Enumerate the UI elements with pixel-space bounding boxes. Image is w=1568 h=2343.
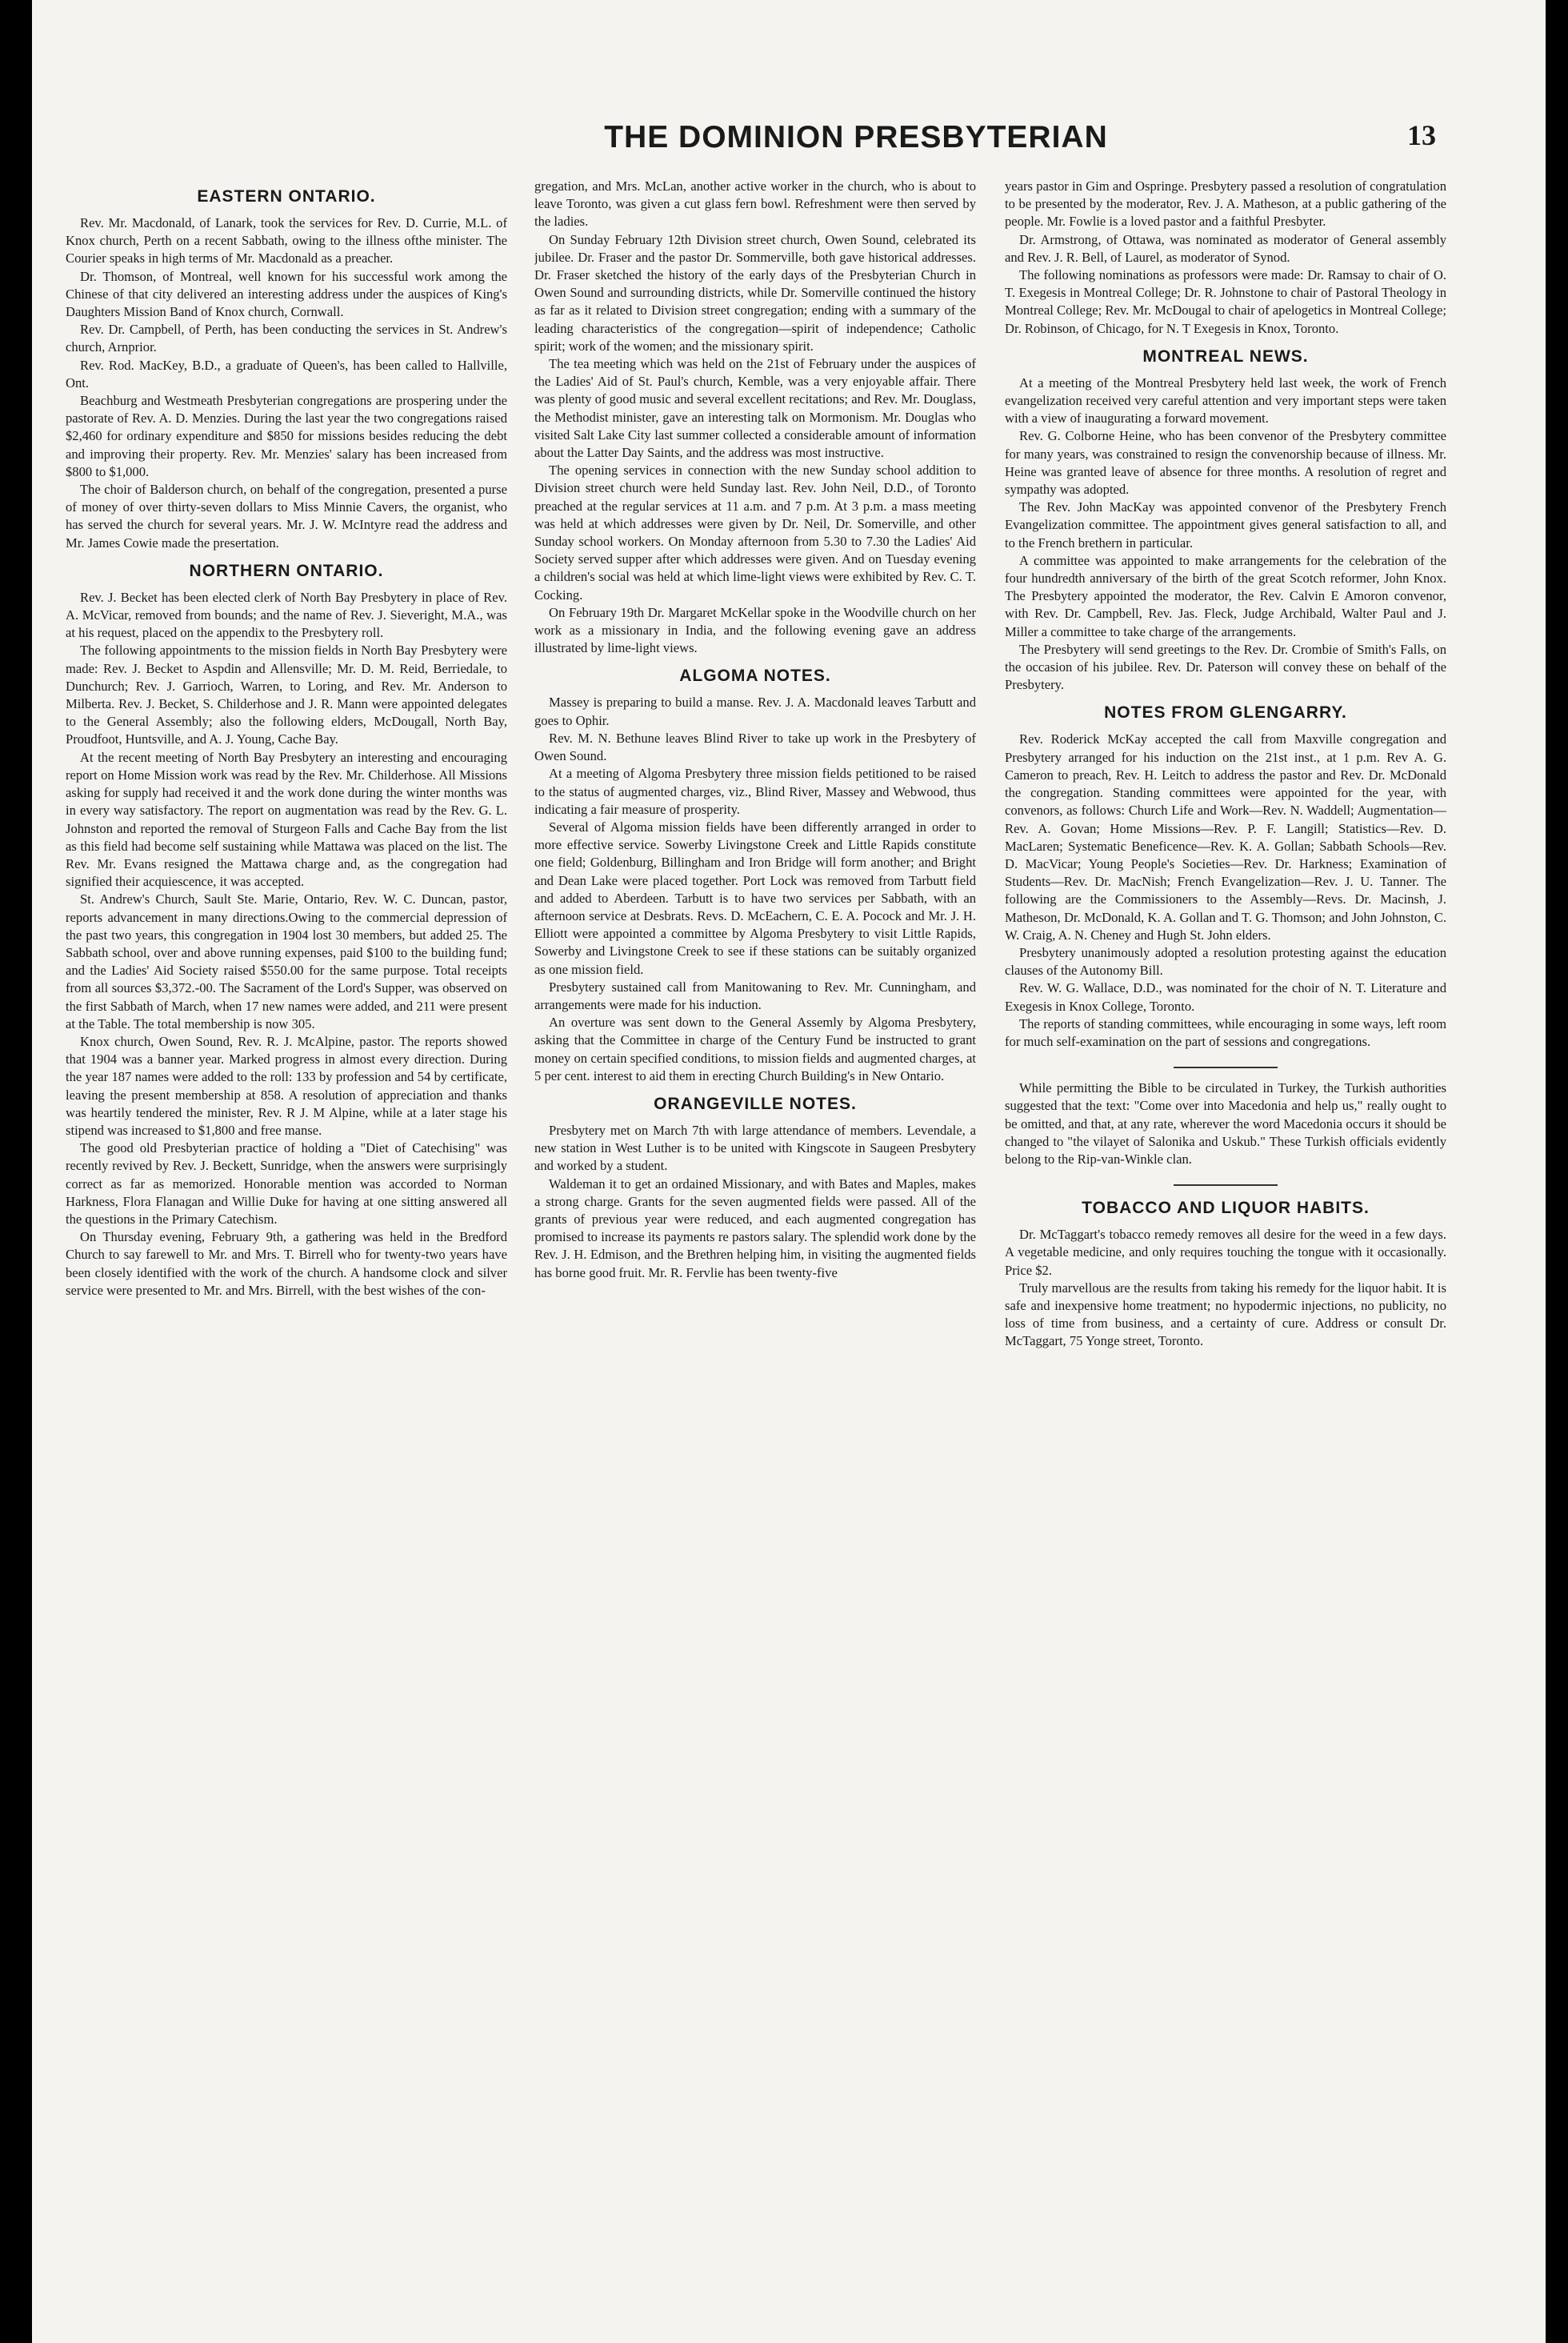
- article-paragraph: Truly marvellous are the results from taking his remedy for the liquor habit. It is safe and inexpensive home treatment; no hypodermic injections, no publicity, no loss of time from business, and a certainty of cure. Address or consult Dr. McTaggart, 75 Yonge street, Toronto.: [1005, 1280, 1446, 1349]
- section-algoma-notes: [534, 665, 976, 1084]
- masthead-title: THE DOMINION PRESBYTERIAN: [604, 120, 1108, 154]
- section-northern-ontario: [66, 560, 507, 1300]
- article-paragraph: The following nominations as professors were made: Dr. Ramsay to chair of O. T. Exegesis in Montreal College; Dr. R. Johnstone to chair of Pastoral Theology in Montreal College; Rev. Mr. McDougal to chair of apelogetics in Montreal College; Dr. Robinson, of Chicago, for N. T Exegesis in Knox, Toronto.: [1005, 267, 1446, 336]
- section-heading: NORTHERN ONTARIO.: [189, 561, 384, 580]
- article-paragraph: Knox church, Owen Sound, Rev. R. J. McAlpine, pastor. The reports showed that 1904 was a banner year. Marked progress in almost every direction. During the year 187 names were added to the roll: 133 by profession and 54 by certificate, leaving the present membership at 858. A resolution of appreciation and thanks was heartily tendered the minister, Rev. R J. M Alpine, while at a later stage his stipend was increased to $1,800 and free manse.: [66, 1033, 507, 1138]
- article-paragraph: Rev. J. Becket has been elected clerk of North Bay Presbytery in place of Rev. A. McVicar, removed from bounds; and the name of Rev. J. Sieveright, M.A., was at his request, placed on the appendix to the Presbytery roll.: [66, 589, 507, 641]
- section-divider: [1174, 1184, 1278, 1186]
- article-paragraph: Rev. G. Colborne Heine, who has been convenor of the Presbytery committee for many years, was constrained to resign the convenorship because of illness. Mr. Heine was granted leave of absence for three months. A resolution of regret and sympathy was adopted.: [1005, 428, 1446, 498]
- section-heading: MONTREAL NEWS.: [1142, 346, 1309, 366]
- article-paragraph: On Sunday February 12th Division street church, Owen Sound, celebrated its jubilee. Dr. Fraser and the pastor Dr. Sommerville, both gave historical addresses. Dr. Fraser sketched the history of the early days of the Presbyterian Church in Owen Sound and surrounding districts, while Dr. Somerville continued the history as far as it related to Division street congregation; ending with a summary of the leading characteristics of the congregation—spirit of independence; Catholic spirit; work of the women; and the missionary spirit.: [534, 231, 976, 354]
- page-number: 13: [1407, 119, 1436, 151]
- article-paragraph: The Rev. John MacKay was appointed convenor of the Presbytery French Evangelization committee. The appointment gives general satisfaction to all, and to the French brethern in particular.: [1005, 499, 1446, 551]
- article-paragraph: The following appointments to the mission fields in North Bay Presbytery were made: Rev. J. Becket to Aspdin and Allensville; Mr. D. M. Reid, Berriedale, to Dunchurch; Rev. J. Garrioch, Warren, to Loring, and Rev. Mr. Anderson to Milberta. Rev. J. Becket, S. Childerhose and J. R. Mann were appointed delegates to the General Assembly; also the following elders, McDougall, North Bay, Proudfoot, Huntsville, and A. J. Young, Cache Bay.: [66, 643, 507, 747]
- section-notes-from-glengarry: [1005, 702, 1446, 1051]
- article-paragraph: Waldeman it to get an ordained Missionary, and with Bates and Maples, makes a strong charge. Grants for the seven augmented fields were passed. All of the grants of previous year were reduced, and each augmented congregation has promised to increase its payments re pastors salary. The splendid work done by the Rev. J. H. Edmison, and the Brethren helping him, in visiting the augmented fields has borne good fruit. Mr. R. Fervlie has been twenty-five: [534, 1176, 976, 1280]
- article-paragraph: Presbytery unanimously adopted a resolution protesting against the education clauses of the Autonomy Bill.: [1005, 944, 1446, 979]
- column-3: [1005, 178, 1446, 2290]
- article-paragraph: The choir of Balderson church, on behalf of the congregation, presented a purse of money of over thirty-seven dollars to Miss Minnie Cavers, the organist, who has served the church for several years. Mr. J. W. McIntyre read the address and Mr. James Cowie made the presertation.: [66, 482, 507, 551]
- article-paragraph: St. Andrew's Church, Sault Ste. Marie, Ontario, Rev. W. C. Duncan, pastor, reports advancement in many directions.Owing to the commercial depression of the past two years, this congregation in 1904 lost 30 members, but added 25. The Sabbath school, over and above running expenses, paid $100 to the building fund; and the Ladies' Aid Society raised $550.00 for the same purpose. Total receipts from all sources $3,372.-00. The Sacrament of the Lord's Supper, was observed on the first Sabbath of March, when 17 new names were added, and 211 were present at the Table. The total membership is now 305.: [66, 891, 507, 1031]
- article-paragraph: years pastor in Gim and Ospringe. Presbytery passed a resolution of congratulation to be presented by the moderator, Rev. J. A. Matheson, at a public gathering of the people. Mr. Fowlie is a loved pastor and a faithful Presbyter.: [1005, 178, 1446, 230]
- article-paragraph: Presbytery sustained call from Manitowaning to Rev. Mr. Cunningham, and arrangements were made for his induction.: [534, 979, 976, 1012]
- article-paragraph: Rev. Mr. Macdonald, of Lanark, took the services for Rev. D. Currie, M.L. of Knox church, Perth on a recent Sabbath, owing to the illness ofthe minister. The Courier speaks in high terms of Mr. Macdonald as a preacher.: [66, 215, 507, 266]
- article-paragraph: Dr. Thomson, of Montreal, well known for his successful work among the Chinese of that city delivered an interesting address under the auspices of King's Daughters Mission Band of Knox church, Cornwall.: [66, 268, 507, 320]
- article-paragraph: While permitting the Bible to be circulated in Turkey, the Turkish authorities suggested that the text: "Come over into Macedonia and help us," really ought to be omitted, and that, at any rate, wherever the word Macedonia occurs it should be changed to "the vilayet of Salonika and Uskub." These Turkish officials evidently belong to the Rip-van-Winkle clan.: [1005, 1080, 1446, 1167]
- article-paragraph: Rev. M. N. Bethune leaves Blind River to take up work in the Presbytery of Owen Sound.: [534, 730, 976, 764]
- article-paragraph: Beachburg and Westmeath Presbyterian congregations are prospering under the pastorate of Rev. A. D. Menzies. During the last year the two congregations raised $2,460 for ordinary expenditure and $850 for missions besides reducing the debt and improving their property. Rev. Mr. Menzies' salary has been increased from $800 to $1,000.: [66, 393, 507, 479]
- section-heading: EASTERN ONTARIO.: [197, 187, 376, 206]
- column-2: [534, 178, 976, 2290]
- article-paragraph: Dr. McTaggart's tobacco remedy removes all desire for the weed in a few days. A vegetable medicine, and only requires touching the tongue with it occasionally. Price $2.: [1005, 1227, 1446, 1278]
- section-heading: ALGOMA NOTES.: [679, 667, 831, 686]
- section-montreal-news: [1005, 346, 1446, 695]
- column-1: [66, 178, 507, 2290]
- section-continued: [1005, 178, 1446, 338]
- article-paragraph: The tea meeting which was held on the 21st of February under the auspices of the Ladies' Aid of St. Paul's church, Kemble, was a very enjoyable affair. There was plenty of good music and several excellent recitations; and Rev. Mr. Douglass, the Methodist minister, gave an interesting talk on Mormonism. Mr. Douglas who visited Salt Lake City last summer collected a considerable amount of information about the Latter Day Saints, and the address was most instructive.: [534, 356, 976, 461]
- article-paragraph: The good old Presbyterian practice of holding a "Diet of Catechising" was recently revived by Rev. J. Beckett, Sunridge, when the answers were surprisingly correct as far as memorized. Honorable mention was accorded to Norman Harkness, Flora Flanagan and Willie Duke for having at one sitting answered all the questions in the Primary Catechism.: [66, 1140, 507, 1227]
- article-paragraph: At a meeting of Algoma Presbytery three mission fields petitioned to be raised to the status of augmented charges, viz., Blind River, Massey and Webwood, thus indicating a fair measure of prosperity.: [534, 766, 976, 817]
- article-paragraph: Dr. Armstrong, of Ottawa, was nominated as moderator of General assembly and Rev. J. R. Bell, of Laurel, as moderator of Synod.: [1005, 231, 1446, 265]
- section-divider: [1174, 1067, 1278, 1068]
- article-paragraph: Presbytery met on March 7th with large attendance of members. Levendale, a new station in West Luther is to be united with Kingscote in Saugeen Presbytery and worked by a student.: [534, 1122, 976, 1174]
- section-orangeville-notes: [534, 1093, 976, 1282]
- article-paragraph: The opening services in connection with the new Sunday school addition to Division street church were held Sunday last. Rev. John Neil, D.D., of Toronto preached at the regular services at 11 a.m. and 7 p.m. At 3 p.m. a mass meeting was held at which addresses were given by Dr. Neil, Dr. Somerville, and other Sunday school workers. On Monday afternoon from 5.30 to 7.30 the Ladies' Aid Society served supper after which addresses were given. And on Tuesday evening a children's social was held at which lime-light views were exhibited by Rev. C. T. Cocking.: [534, 463, 976, 603]
- article-paragraph: gregation, and Mrs. McLan, another active worker in the church, who is about to leave Toronto, was given a cut glass fern bowl. Refreshment were then served by the ladies.: [534, 178, 976, 230]
- article-paragraph: A committee was appointed to make arrangements for the celebration of the four hundredth anniversary of the birth of the great Scotch reformer, John Knox. The Presbytery appointed the moderator, the Rev. Calvin E Amoron convenor, with Rev. Dr. Campbell, Rev. Jas. Fleck, Judge Archibald, Walter Paul and J. Miller a committee to take charge of the arrangements.: [1005, 552, 1446, 639]
- article-paragraph: Several of Algoma mission fields have been differently arranged in order to more effective service. Sowerby Livingstone Creek and Little Rapids constitute one field; Goldenburg, Billingham and Iron Bridge will form another; and Bright and Dean Lake were placed together. Port Lock was removed from Tarbutt field and added to Aberdeen. Tarbutt is to have two services per Sabbath, with an afternoon service at Desbrats. Revs. D. McEachern, C. E. A. Pocock and Mr. J. H. Elliott were appointed a committee by Algoma Presbytery to visit Little Rapids, Sowerby and Livingstone Creek to see if these stations can be suitably organized as one mission field.: [534, 819, 976, 977]
- section-heading: NOTES FROM GLENGARRY.: [1104, 703, 1347, 723]
- section-heading: TOBACCO AND LIQUOR HABITS.: [1082, 1199, 1370, 1218]
- article-paragraph: Rev. Roderick McKay accepted the call from Maxville congregation and Presbytery arranged for his induction on the 21st inst., at 1 p.m. Rev A. G. Cameron to preach, Rev. H. Leitch to address the pastor and Rev. Dr. McDonald the congregation. Standing committees were appointed for the year, with convenors, as follows: Church Life and Work—Rev. N. Waddell; Augmentation—Rev. A. Govan; Home Missions—Rev. P. F. Langill; Statistics—Rev. D. MacLaren; Systematic Beneficence—Rev. K. A. Gollan; Sabbath Schools—Rev. D. MacVicar; Young People's Societies—Rev. Dr. Harkness; Examination of Students—Rev. Dr. MacNish; French Evangelization—Rev. J. U. Tanner. The following are the Commissioners to the Assembly—Revs. Dr. Macinsh, J. Matheson, Dr. McDonald, K. A. Gollan and T. G. Thomson; and John Johnston, C. W. Craig, A. N. Cheney and Hugh St. John elders.: [1005, 731, 1446, 943]
- article-paragraph: At the recent meeting of North Bay Presbytery an interesting and encouraging report on Home Mission work was read by the Rev. Mr. Childerhose. All Missions asking for supply had received it and the work done during the winter months was in every way satisfactory. The report on augmentation was read by the Rev. G. L. Johnston and reported the removal of Sturgeon Falls and Cache Bay from the list as this field had become self sustaining while Mattawa was placed on the list. The Rev. Mr. Evans resigned the Mattawa charge and, as the congregation had signified their acquiescence, it was accepted.: [66, 749, 507, 890]
- section-turkey-note: [1005, 1079, 1446, 1168]
- article-paragraph: An overture was sent down to the General Assemly by Algoma Presbytery, asking that the Committee in charge of the Century Fund be instructed to grant money on certain specified conditions, to mission fields and augmented charges, at 5 per cent. interest to aid them in erecting Church Building's in New Ontario.: [534, 1015, 976, 1083]
- article-paragraph: Massey is preparing to build a manse. Rev. J. A. Macdonald leaves Tarbutt and goes to Ophir.: [534, 695, 976, 728]
- article-paragraph: On February 19th Dr. Margaret McKellar spoke in the Woodville church on her work as a missionary in India, and the following evening gave an address illustrated by lime-light views.: [534, 604, 976, 656]
- article-paragraph: Rev. Rod. MacKey, B.D., a graduate of Queen's, has been called to Hallville, Ont.: [66, 357, 507, 390]
- section-continued: [534, 178, 976, 657]
- article-paragraph: The Presbytery will send greetings to the Rev. Dr. Crombie of Smith's Falls, on the occasion of his jubilee. Rev. Dr. Paterson will convey these on behalf of the Presbytery.: [1005, 641, 1446, 693]
- article-paragraph: The reports of standing committees, while encouraging in some ways, left room for much self-examination on the part of sessions and congregations.: [1005, 1015, 1446, 1049]
- section-tobacco-liquor-habits: [1005, 1197, 1446, 1350]
- article-paragraph: Rev. W. G. Wallace, D.D., was nominated for the choir of N. T. Literature and Exegesis in Knox College, Toronto.: [1005, 980, 1446, 1014]
- section-eastern-ontario: [66, 186, 507, 552]
- article-paragraph: At a meeting of the Montreal Presbytery held last week, the work of French evangelization received very careful attention and very important steps were taken with a view of inaugurating a forward movement.: [1005, 374, 1446, 427]
- section-heading: ORANGEVILLE NOTES.: [654, 1094, 857, 1113]
- article-paragraph: On Thursday evening, February 9th, a gathering was held in the Bredford Church to say farewell to Mr. and Mrs. T. Birrell who for twenty-two years have been closely identified with the work of the church. A handsome clock and silver service were presented to Mr. and Mrs. Birrell, with the best wishes of the con-: [66, 1229, 507, 1298]
- article-paragraph: Rev. Dr. Campbell, of Perth, has been conducting the services in St. Andrew's church, Arnprior.: [66, 322, 507, 355]
